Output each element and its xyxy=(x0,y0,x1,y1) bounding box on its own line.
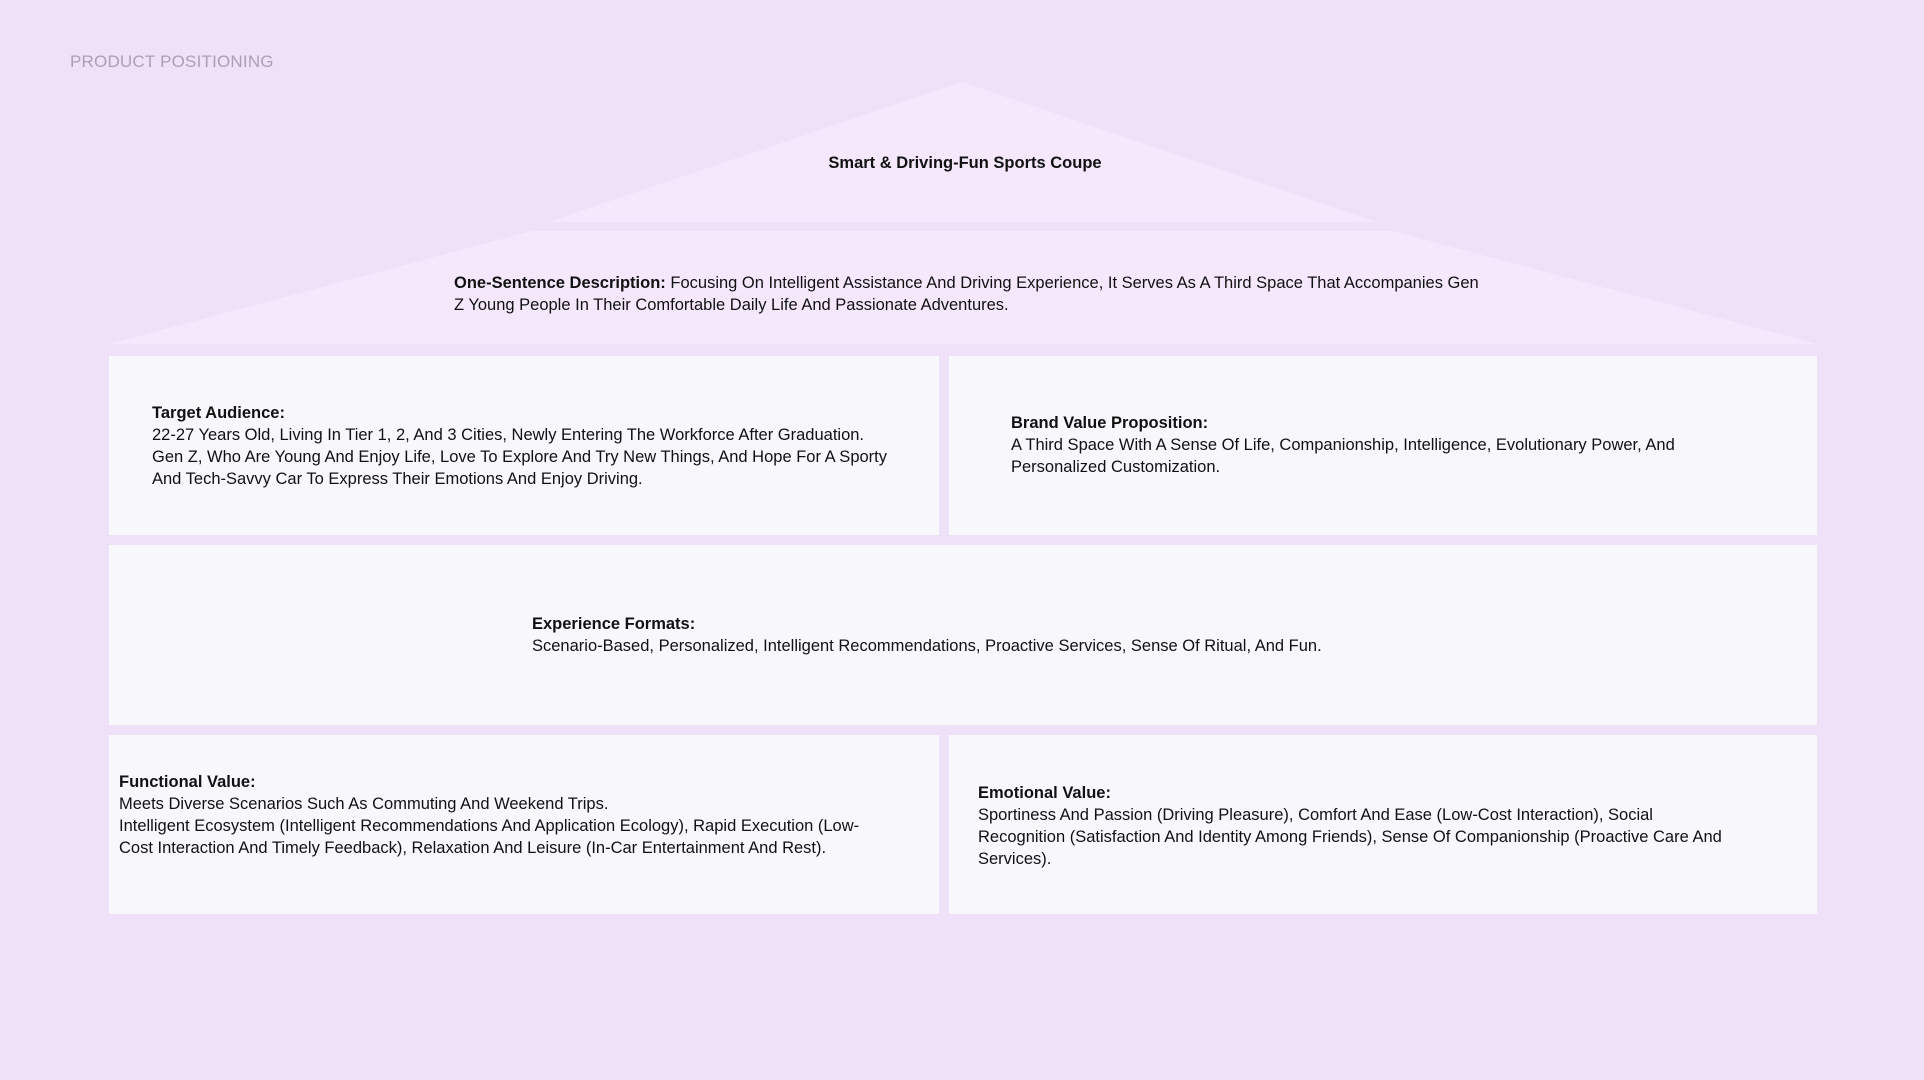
target-audience-line: 22-27 Years Old, Living In Tier 1, 2, And 3 Cities, Newly Entering The Workforce After Graduation. xyxy=(152,426,865,444)
emotional-value-label: Emotional Value: xyxy=(978,784,1111,802)
experience-formats-block xyxy=(532,613,1432,657)
experience-formats-label: Experience Formats: xyxy=(532,615,696,633)
emotional-value-block xyxy=(978,782,1738,870)
roof-title: Smart & Driving-Fun Sports Coupe xyxy=(828,154,1102,172)
brand-value-block xyxy=(1011,412,1731,478)
brand-value-label: Brand Value Proposition: xyxy=(1011,414,1209,432)
emotional-value-text: Sportiness And Passion (Driving Pleasure), Comfort And Ease (Low-Cost Interaction), Social Recognition (Satisfaction And Identity Among Friends), Sense Of Companionship (Proactive Care And Services). xyxy=(978,806,1722,868)
target-audience-label: Target Audience: xyxy=(152,404,285,422)
one-sentence-description-text: Focusing On Intelligent Assistance And Driving Experience, It Serves As A Third Space That Accompanies Gen Z Young People In Their Comfortable Daily Life And Passionate Adventures. xyxy=(454,274,1479,314)
target-audience-block xyxy=(152,402,902,490)
one-sentence-description xyxy=(454,272,1484,316)
functional-value-block xyxy=(119,771,879,859)
page-label: PRODUCT POSITIONING xyxy=(70,52,274,71)
functional-value-line: Meets Diverse Scenarios Such As Commuting And Weekend Trips. xyxy=(119,795,609,813)
one-sentence-description-label: One-Sentence Description: xyxy=(454,274,666,292)
functional-value-label: Functional Value: xyxy=(119,773,256,791)
brand-value-text: A Third Space With A Sense Of Life, Companionship, Intelligence, Evolutionary Power, And Personalized Customization. xyxy=(1011,436,1675,476)
experience-formats-text: Scenario-Based, Personalized, Intelligent Recommendations, Proactive Services, Sense Of Ritual, And Fun. xyxy=(532,637,1322,655)
functional-value-line: Intelligent Ecosystem (Intelligent Recommendations And Application Ecology), Rapid Execution (Low-Cost Interaction And Timely Feedback), Relaxation And Leisure (In-Car Entertainment And Rest). xyxy=(119,817,860,857)
target-audience-line: Gen Z, Who Are Young And Enjoy Life, Love To Explore And Try New Things, And Hope For A Sporty And Tech-Savvy Car To Express Their Emotions And Enjoy Driving. xyxy=(152,448,887,488)
